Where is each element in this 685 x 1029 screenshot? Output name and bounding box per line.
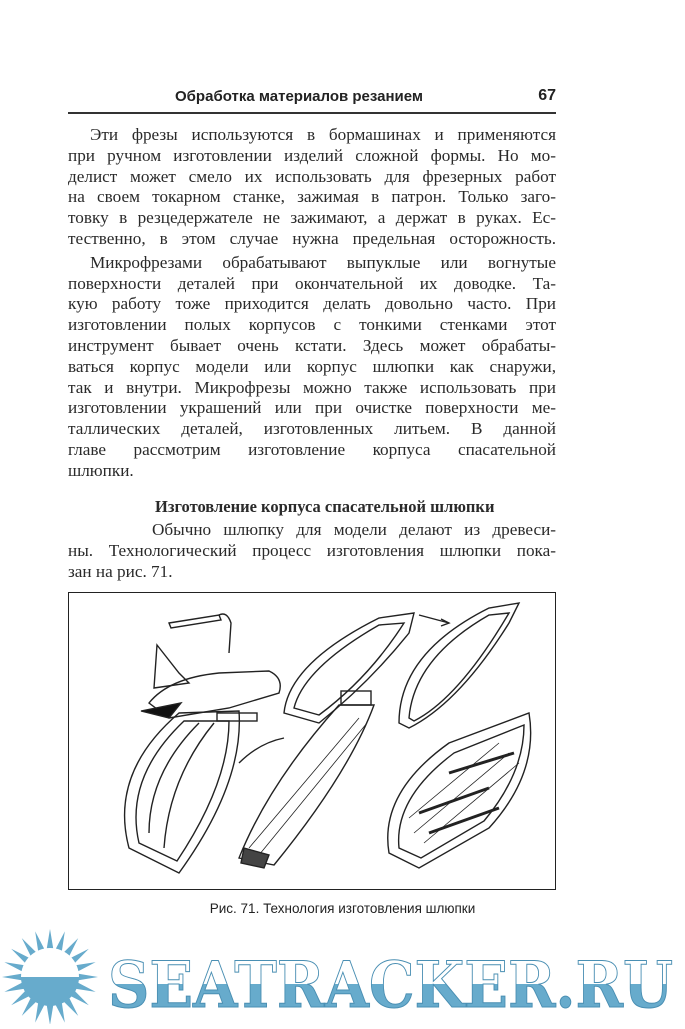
paragraph-3 [68, 520, 556, 582]
figure-caption: Рис. 71. Технология изготовления шлюпки [209, 901, 476, 916]
watermark-logo [0, 925, 685, 1024]
sun-ray [75, 982, 95, 991]
sun-ray [55, 931, 64, 951]
finished-boat-drawing [388, 713, 531, 868]
text-line: изготовлении полых корпусов с тонкими стенками этот [68, 315, 556, 335]
text-line: Эти фрезы используются в бормашинах и применяются [90, 125, 556, 144]
sun-ray [35, 931, 44, 951]
watermark-text: SEATRACKER.RU [108, 948, 673, 1023]
sun-ray [47, 1005, 54, 1024]
text-line: поверхности деталей при окончательной их доводке. Та- [68, 273, 556, 293]
section-heading: Изготовление корпуса спасательной шлюпки [155, 496, 495, 516]
text-line: ваться корпус модели или корпус шлюпки как снаружи, [68, 356, 556, 376]
text-line: делист может смело их использовать для фрезерных работ [68, 166, 556, 186]
text-line: Микрофрезами обрабатывают выпуклые или вогнутые [90, 252, 556, 272]
paragraph-2 [68, 253, 556, 482]
sun-ray [78, 974, 98, 981]
hull-planked-drawing [125, 711, 284, 873]
page-number: 67 [538, 87, 556, 104]
text-line: Обычно шлюпку для модели делают из древеси- [152, 520, 556, 540]
text-line: ны. Технологический процесс изготовления шлюпки пока- [68, 541, 556, 561]
text-line: таллических деталей, изготовленных литьем. В данной [68, 419, 556, 439]
text-line: на своем токарном станке, зажимая в патрон. Только заго- [68, 187, 556, 207]
text-line: главе рассмотрим изготовление корпуса спасательной [68, 439, 556, 459]
text-line: при ручном изготовлении изделий сложной формы. Но мо- [68, 145, 556, 165]
text-line: инструмент бывает очень кстати. Здесь может обрабаты- [68, 335, 556, 355]
sun-ray [55, 1002, 64, 1022]
hull-outer-drawing [284, 613, 449, 723]
sun-ray [75, 962, 95, 971]
sun-ray [4, 982, 24, 991]
blank-block-drawing [141, 614, 280, 718]
body-text [68, 125, 556, 583]
running-header-title: Обработка материалов резанием [175, 88, 424, 105]
sun-ray [4, 962, 24, 971]
deck-drawing [239, 691, 374, 868]
sun-ray [47, 929, 54, 949]
text-line: шлюпки. [68, 460, 134, 480]
sun-ray [35, 1002, 44, 1022]
hull-frame-drawing [399, 603, 519, 728]
sun-icon [2, 929, 98, 1024]
sun-ray [2, 974, 22, 981]
text-line: тественно, в этом случае нужна предельная осторожность. [68, 228, 556, 248]
text-line: зан на рис. 71. [68, 561, 173, 581]
text-line: кую работу тоже приходится делать довольно часто. При [68, 294, 556, 314]
text-line: так и внутри. Микрофрезы можно также использовать при [68, 377, 556, 397]
text-line: товку в резцедержателе не зажимают, а держат в руках. Ес- [68, 208, 556, 228]
running-header [68, 86, 556, 114]
paragraph-1 [68, 125, 556, 250]
text-line: изготовлении украшений или при очистке поверхности ме- [68, 398, 556, 418]
figure-71-illustration [68, 592, 556, 890]
